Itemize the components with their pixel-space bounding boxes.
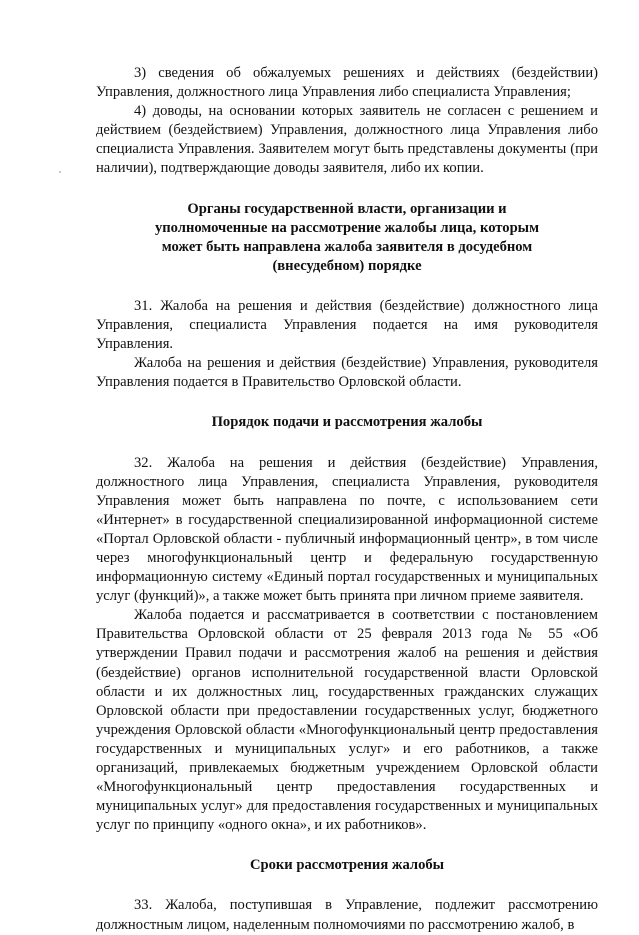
paragraph-32: 32. Жалоба на решения и действия (бездействие) Управления, должностного лица Управления, специалиста Управления, руководителя Управления может быть направлена по почте, с использованием сети «Интернет» в государственной специализированной информационной системе «Портал Орловской области - публичный информационный центр», в том числе через многофункциональный центр и федеральную государственную информационную систему «Единый портал государственных и муниципальных услуг (функций)», а также может быть принята при личном приеме заявителя. <box>96 454 598 605</box>
section-heading-filing-procedure: Порядок подачи и рассмотрения жалобы <box>211 414 483 431</box>
section-heading-complaint-bodies: Органы государственной власти, организации и уполномоченные на рассмотрение жалобы лица, которым может быть направлена жалоба заявителя в досудебном (внесудебном) порядке <box>154 200 540 274</box>
paragraph-31-continued: Жалоба на решения и действия (бездействие) Управления, руководителя Управления подается в Правительство Орловской области. <box>96 355 598 391</box>
paragraph-item-3: 3) сведения об обжалуемых решениях и действиях (бездействии) Управления, должностного лица Управления либо специалиста Управления; <box>96 65 598 101</box>
paragraph-33: 33. Жалоба, поступившая в Управление, подлежит рассмотрению должностным лицом, наделенным полномочиями по рассмотрению жалоб, в <box>96 897 598 933</box>
document-page <box>96 64 598 935</box>
paragraph-item-4: 4) доводы, на основании которых заявитель не согласен с решением и действием (бездействием) Управления, должностного лица Управления либо специалиста Управления. Заявителем могут быть представлены документы (при наличии), подтверждающие доводы заявителя, либо их копии. <box>96 103 598 177</box>
paragraph-32-continued: Жалоба подается и рассматривается в соответствии с постановлением Правительства Орловской области от 25 февраля 2013 года № 55 «Об утверждении Правил подачи и рассмотрения жалоб на решения и действия (бездействие) органов исполнительной государственной власти Орловской области и их должностных лиц, государственных гражданских служащих Орловской области при предоставлении государственных услуг, бюджетного учреждения Орловской области «Многофункциональный центр предоставления государственных и муниципальных услуг» и его работников, а также организаций, привлекаемых бюджетным учреждением Орловской области «Многофункциональный центр предоставления государственных и муниципальных услуг» для предоставления государственных и муниципальных услуг по принципу «одного окна», и их работников». <box>96 607 598 834</box>
section-heading-review-terms: Сроки рассмотрения жалобы <box>249 857 445 874</box>
scan-speck <box>59 171 61 173</box>
paragraph-31: 31. Жалоба на решения и действия (бездействие) должностного лица Управления, специалиста Управления подается на имя руководителя Управления. <box>96 297 598 353</box>
